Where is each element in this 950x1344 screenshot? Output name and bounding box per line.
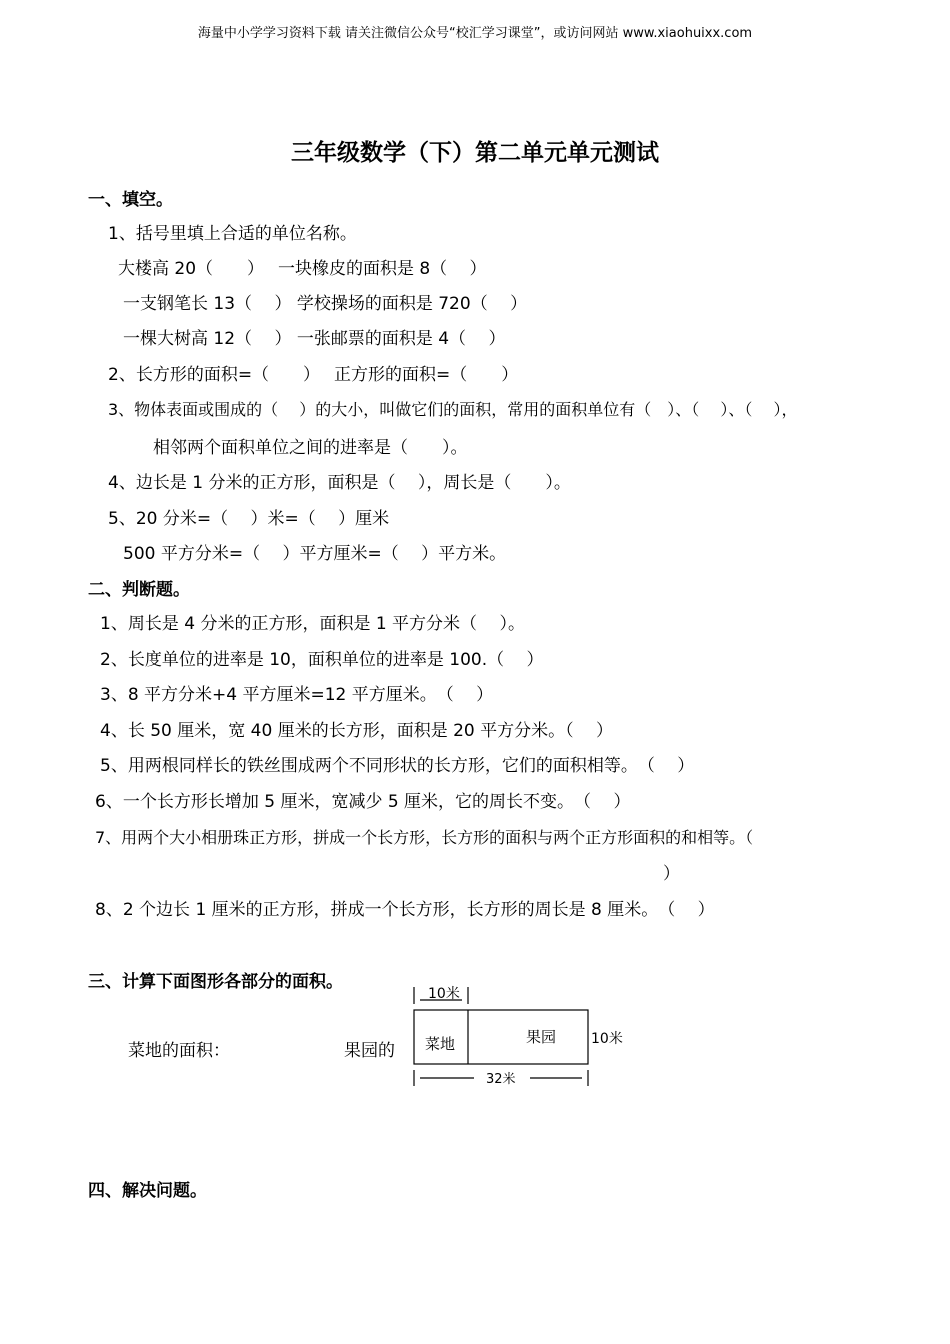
judge-q8: 8、2 个边长 1 厘米的正方形，拼成一个长方形，长方形的周长是 8 厘米。 （ ） xyxy=(95,900,715,920)
judge-q6: 6、一个长方形长增加 5 厘米，宽减少 5 厘米，它的周长不变。 （ ） xyxy=(95,792,631,812)
fill-q3-cont: 相邻两个面积单位之间的进率是（ ）。 xyxy=(153,438,468,458)
judge-q7-cont: ） xyxy=(663,864,680,884)
section2-heading: 二、判断题。 xyxy=(88,580,190,600)
fill-q3: 3、物体表面或围成的（ ）的大小，叫做它们的面积，常用的面积单位有（ ）、（ ）、（ ）， xyxy=(108,400,798,419)
judge-q4: 4、长 50 厘米，宽 40 厘米的长方形，面积是 20 平方分米。（ ） xyxy=(100,721,614,741)
fill-q2: 2、长方形的面积=（ ） 正方形的面积=（ ） xyxy=(108,365,519,385)
judge-q3: 3、8 平方分米+4 平方厘米=12 平方厘米。 （ ） xyxy=(100,685,494,705)
vegetable-plot-label: 菜地 xyxy=(425,1035,456,1053)
orchard-plot-label: 果园 xyxy=(526,1028,557,1046)
section4-heading: 四、解决问题。 xyxy=(88,1181,207,1201)
orchard-area-label: 果园的 xyxy=(344,1041,395,1061)
judge-q2: 2、长度单位的进率是 10，面积单位的进率是 100.（ ） xyxy=(100,650,544,670)
judge-q1: 1、周长是 4 分米的正方形，面积是 1 平方分米（ ）。 xyxy=(100,614,525,634)
fill-q1: 1、括号里填上合适的单位名称。 xyxy=(108,224,357,244)
section1-heading: 一、填空。 xyxy=(88,190,173,210)
veg-area-label: 菜地的面积： xyxy=(128,1041,230,1061)
bottom-dimension-label: 32米 xyxy=(486,1072,516,1087)
fill-q5-row2: 500 平方分米=（ ）平方厘米=（ ）平方米。 xyxy=(123,544,507,564)
fill-q1-row2: 一支钢笔长 13（ ） 学校操场的面积是 720（ ） xyxy=(123,294,528,314)
page-title: 三年级数学（下）第二单元单元测试 xyxy=(291,140,659,166)
page-header: 海量中小学学习资料下载 请关注微信公众号“校汇学习课堂”，或访问网站 www.xiaohuixx.com xyxy=(197,26,753,41)
judge-q5: 5、用两根同样长的铁丝围成两个不同形状的长方形，它们的面积相等。 （ ） xyxy=(100,756,695,776)
fill-q4: 4、边长是 1 分米的正方形，面积是（ ），周长是（ ）。 xyxy=(108,473,571,493)
judge-q7: 7、用两个大小相册珠正方形，拼成一个长方形，长方形的面积与两个正方形面积的和相等。（ xyxy=(95,828,754,847)
section3-heading: 三、计算下面图形各部分的面积。 xyxy=(88,972,343,992)
fill-q1-row3: 一棵大树高 12（ ） 一张邮票的面积是 4（ ） xyxy=(123,329,506,349)
fill-q5: 5、20 分米=（ ）米=（ ）厘米 xyxy=(108,509,390,529)
side-dimension-label: 10米 xyxy=(591,1031,623,1047)
top-dimension-label: 10米 xyxy=(428,986,460,1002)
fill-q1-row1: 大楼高 20（ ） 一块橡皮的面积是 8（ ） xyxy=(118,259,487,279)
